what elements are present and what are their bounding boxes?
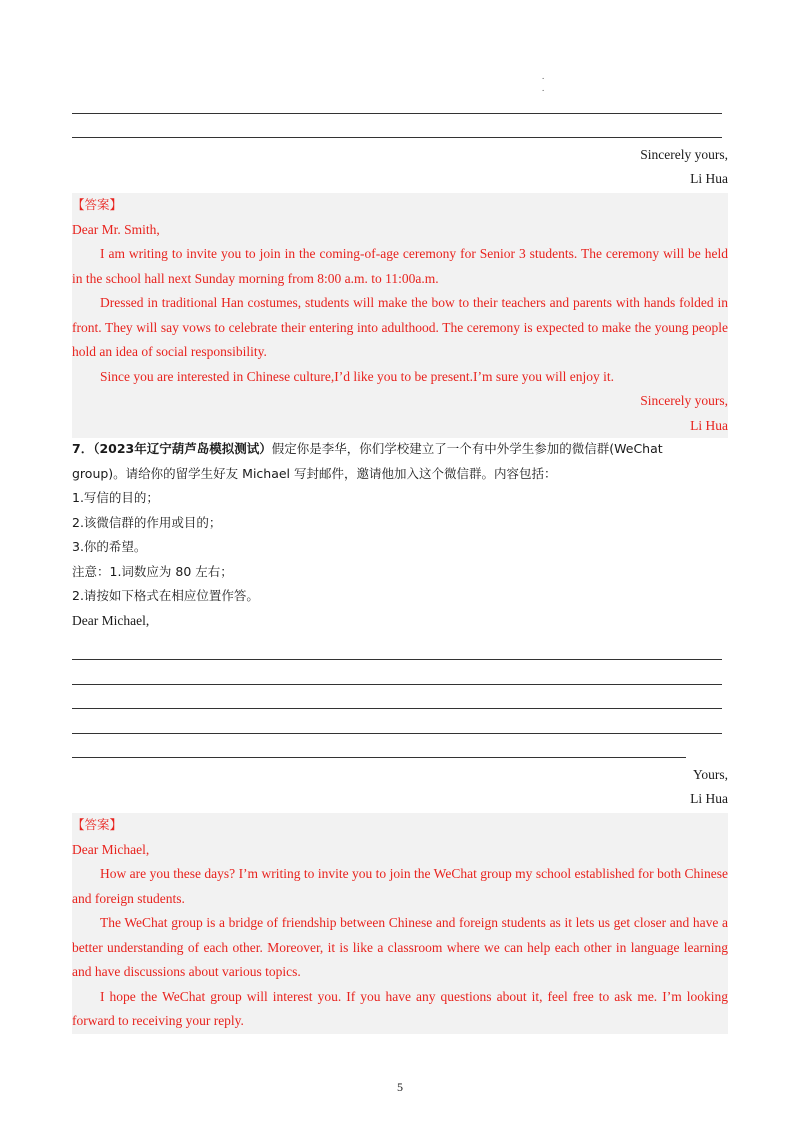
answer1-paragraph: Since you are interested in Chinese culture,I’d like you to be present.I’m sure you will enjoy it.: [100, 368, 614, 384]
answer1-paragraph: Dressed in traditional Han costumes, students will make the bow to their teachers and parents with hands folded in front. They will say vows to celebrate their entering into adulthood. The ceremony is expected to make the young people hold an idea of social responsibility.: [72, 295, 728, 359]
answer-tag: 【答案】: [72, 817, 123, 832]
answer2-paragraph: How are you these days? I’m writing to invite you to join the WeChat group my school established for both Chinese and foreign students.: [72, 866, 728, 906]
answer2-paragraph: I hope the WeChat group will interest you. If you have any questions about it, feel free to ask me. I’m looking forward to receiving your reply.: [72, 988, 728, 1028]
answer1-paragraph: I am writing to invite you to join in the coming-of-age ceremony for Senior 3 students. The ceremony will be held in the school hall next Sunday morning from 8:00 a.m. to 11:00a.m.: [72, 246, 728, 286]
answer1-signature: Li Hua: [690, 417, 728, 433]
letter2-signature: Li Hua: [690, 791, 728, 806]
question-source: （2023年辽宁葫芦岛模拟测试）: [93, 441, 272, 456]
question-note: 注意：1.词数应为 80 左右；: [72, 563, 233, 579]
question-prompt: 假定你是李华，你们学校建立了一个有中外学生参加的微信群(WeChat: [271, 441, 663, 456]
stray-marks: [542, 70, 544, 94]
answer-line: [72, 659, 722, 660]
answer-line: [72, 733, 722, 734]
stray-mark: .: [542, 83, 545, 93]
answer2-paragraph: The WeChat group is a bridge of friendship between Chinese and foreign students as it lets us get closer and have a better understanding of each other. Moreover, it is like a classroom where we can help each other in language learning and have discussions about various topics.: [72, 915, 728, 979]
question-item: 1.写信的目的；: [72, 490, 159, 505]
question-7: [72, 437, 728, 633]
answer-tag: 【答案】: [72, 197, 123, 212]
question-item: 3.你的希望。: [72, 539, 147, 554]
page-number: 5: [397, 1080, 403, 1094]
answer-line: [72, 113, 722, 114]
answer1-closing: Sincerely yours,: [640, 393, 728, 408]
letter2-salutation: Dear Michael,: [72, 612, 150, 628]
answer-block-1: [72, 193, 728, 438]
question-note: 2.请按如下格式在相应位置作答。: [72, 588, 259, 603]
letter1-closing: Sincerely yours,: [640, 147, 728, 162]
letter1-signature: Li Hua: [690, 171, 728, 186]
letter2-closing: Yours,: [692, 767, 728, 782]
question-prompt: group)。请给你的留学生好友 Michael 写封邮件，邀请他加入这个微信群。内容包括：: [72, 465, 557, 481]
answer2-salutation: Dear Michael,: [72, 841, 150, 857]
answer-line: [72, 757, 686, 758]
answer-line: [72, 137, 722, 138]
answer-block-2: [72, 813, 728, 1034]
answer1-salutation: Dear Mr. Smith,: [72, 221, 160, 237]
question-number: 7．: [72, 441, 94, 456]
answer-line: [72, 708, 722, 709]
question-item: 2.该微信群的作用或目的；: [72, 514, 222, 530]
stray-mark: .: [542, 71, 545, 81]
answer-line: [72, 684, 722, 685]
